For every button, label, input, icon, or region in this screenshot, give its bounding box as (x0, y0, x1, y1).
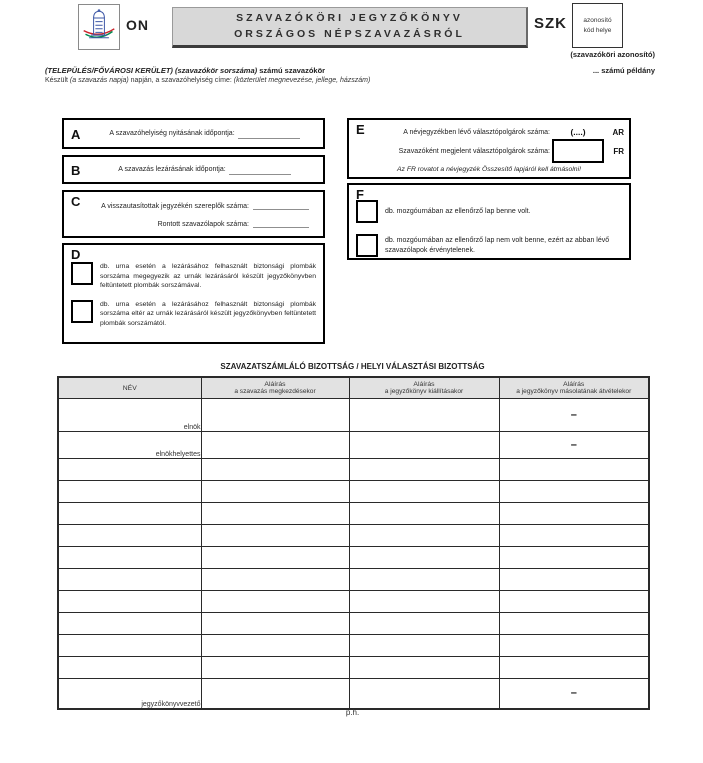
section-b-letter: B (71, 163, 81, 178)
committee-table-body (58, 399, 649, 709)
member-role-label (58, 613, 201, 635)
header-signature-issue-column: Aláírás a jegyzőkönyv kiállításakor (349, 377, 499, 399)
section-f-letter: F (356, 187, 364, 202)
section-c-box (62, 190, 325, 238)
section-c-letter: C (71, 194, 81, 209)
section-e-letter: E (356, 122, 365, 137)
no-signature-dash: – (499, 432, 649, 459)
election-office-logo (78, 4, 120, 50)
signature-cell[interactable] (349, 569, 499, 591)
parliament-emblem-icon (81, 7, 117, 47)
committee-row (58, 613, 649, 635)
committee-row (58, 481, 649, 503)
address-placeholder: (közterület megnevezése, jellege, házszám) (233, 77, 371, 84)
section-b-box (62, 155, 325, 184)
spoiled-ballots-field[interactable] (253, 218, 309, 228)
committee-row (58, 432, 649, 459)
section-e-box (347, 118, 631, 179)
signature-cell[interactable] (499, 547, 649, 569)
fr-copy-note: Az FR rovatot a névjegyzék Összesítő lapjáról kell átmásolni! (397, 166, 581, 173)
committee-row (58, 569, 649, 591)
signature-cell[interactable] (201, 569, 349, 591)
identifier-code-box[interactable] (572, 3, 623, 48)
place-of-seal-label: p.h. (345, 708, 360, 717)
closing-time-label: A szavazás lezárásának időpontja: (118, 166, 226, 173)
committee-signature-table (57, 376, 650, 710)
seals-match-text: db. urna esetén a lezárásához felhasznált biztonsági plombák sorszáma megegyezik az urnák lezárásáról készült jegyzőkönyvben feltüntetett plombák sorszámával. (100, 263, 316, 290)
member-role-label: elnök (58, 399, 201, 432)
committee-row (58, 459, 649, 481)
signature-cell[interactable] (349, 481, 499, 503)
member-role-label (58, 591, 201, 613)
spoiled-ballots-label: Rontott szavazólapok száma: (157, 221, 249, 228)
made-on-mid: napján, a szavazóhelyiség címe: (130, 77, 232, 84)
header-signature-start-column: Aláírás a szavazás megkezdésekor (201, 377, 349, 399)
signature-cell[interactable] (499, 481, 649, 503)
committee-row (58, 591, 649, 613)
member-role-label (58, 525, 201, 547)
committee-row (58, 657, 649, 679)
member-role-label (58, 503, 201, 525)
seals-differ-checkbox[interactable] (71, 300, 93, 323)
committee-table-title: SZAVAZATSZÁMLÁLÓ BIZOTTSÁG / HELYI VÁLASZTÁSI BIZOTTSÁG (220, 362, 485, 371)
member-role-label (58, 481, 201, 503)
signature-cell[interactable] (499, 635, 649, 657)
section-a-box (62, 118, 325, 149)
signature-cell[interactable] (201, 547, 349, 569)
fr-code-label: FR (613, 146, 624, 156)
signature-cell[interactable] (499, 503, 649, 525)
section-f-box (347, 183, 631, 260)
committee-row (58, 525, 649, 547)
signature-cell[interactable] (201, 503, 349, 525)
signature-cell[interactable] (349, 679, 499, 709)
committee-row (58, 547, 649, 569)
signature-cell[interactable] (201, 635, 349, 657)
control-sheet-present-checkbox[interactable] (356, 200, 378, 223)
signature-cell[interactable] (349, 657, 499, 679)
committee-row (58, 635, 649, 657)
form-title-line1: SZAVAZÓKÖRI JEGYZŐKÖNYV (236, 12, 463, 25)
form-title-box (172, 7, 528, 48)
form-code-on: ON (126, 17, 149, 33)
header-name-column: NÉV (58, 377, 201, 399)
id-box-text-line1: azonosító (583, 17, 612, 25)
control-sheet-missing-text: db. mozgóurnában az ellenőrző lap nem volt benne, ezért az abban lévő szavazólapok érvénytelenek. (385, 236, 610, 254)
form-code-szk: SZK (534, 15, 567, 32)
signature-cell[interactable] (349, 635, 499, 657)
copy-number-label: ... számú példány (592, 66, 655, 75)
section-d-box (62, 243, 325, 344)
control-sheet-present-text: db. mozgóurnában az ellenőrző lap benne volt. (385, 207, 531, 215)
committee-row (58, 399, 649, 432)
section-a-letter: A (71, 127, 81, 142)
opening-time-label: A szavazóhelyiség nyitásának időpontja: (109, 130, 235, 137)
signature-cell[interactable] (349, 459, 499, 481)
signature-cell[interactable] (349, 525, 499, 547)
member-role-label (58, 459, 201, 481)
seals-differ-text: db. urna esetén a lezárásához felhasznált biztonsági plombák sorszáma eltér az urnák lezárásáról készült jegyzőkönyvben feltüntetett plombák sorszámától. (100, 300, 316, 327)
form-title-line2: ORSZÁGOS NÉPSZAVAZÁSRÓL (234, 27, 465, 40)
signature-cell[interactable] (349, 613, 499, 635)
refused-list-count-label: A visszautasítottak jegyzékén szereplők száma: (101, 203, 249, 210)
no-signature-dash: – (499, 679, 649, 709)
section-d-letter: D (71, 247, 81, 262)
signature-cell[interactable] (201, 432, 349, 459)
seals-match-checkbox[interactable] (71, 262, 93, 285)
signature-cell[interactable] (499, 591, 649, 613)
voting-date-placeholder: (a szavazás napja) (69, 77, 129, 84)
header-signature-copy-column: Aláírás a jegyzőkönyv másolatának átvételekor (499, 377, 649, 399)
signature-cell[interactable] (499, 613, 649, 635)
signature-cell[interactable] (201, 613, 349, 635)
identifier-caption: (szavazóköri azonosító) (570, 50, 655, 59)
member-role-label: elnökhelyettes (58, 432, 201, 459)
member-role-label: jegyzőkönyvvezető (58, 679, 201, 709)
district-number-placeholder: (szavazókör sorszáma) (175, 66, 258, 75)
signature-cell[interactable] (201, 657, 349, 679)
closing-time-field[interactable] (229, 165, 291, 175)
signature-cell[interactable] (499, 657, 649, 679)
refused-list-count-field[interactable] (253, 200, 309, 210)
committee-row (58, 503, 649, 525)
opening-time-field[interactable] (238, 129, 300, 139)
district-line-rest: számú szavazókör (259, 66, 326, 75)
signature-cell[interactable] (349, 591, 499, 613)
signature-cell[interactable] (499, 569, 649, 591)
member-role-label (58, 569, 201, 591)
member-role-label (58, 547, 201, 569)
committee-row (58, 679, 649, 709)
signature-cell[interactable] (201, 399, 349, 432)
made-on-start: Készült (45, 77, 68, 84)
signature-cell[interactable] (499, 525, 649, 547)
ar-code-label: AR (612, 127, 624, 137)
signature-cell[interactable] (201, 459, 349, 481)
member-role-label (58, 657, 201, 679)
signature-cell[interactable] (349, 399, 499, 432)
no-signature-dash: – (499, 399, 649, 432)
territory-placeholder: (TELEPÜLÉS/FŐVÁROSI KERÜLET) (45, 66, 173, 75)
signature-cell[interactable] (349, 432, 499, 459)
signature-cell[interactable] (201, 525, 349, 547)
made-on-line (45, 77, 370, 84)
fr-value-box[interactable] (552, 139, 604, 163)
registered-voters-value: (....) (570, 127, 586, 137)
signature-cell[interactable] (201, 481, 349, 503)
registered-voters-label: A névjegyzékben lévő választópolgárok száma: (403, 128, 550, 136)
signature-cell[interactable] (201, 591, 349, 613)
signature-cell[interactable] (349, 503, 499, 525)
signature-cell[interactable] (499, 459, 649, 481)
appeared-voters-label: Szavazóként megjelent választópolgárok száma: (398, 147, 550, 155)
signature-cell[interactable] (349, 547, 499, 569)
id-box-text-line2: kód helye (583, 26, 612, 34)
polling-district-line (45, 66, 325, 75)
table-header-row (58, 377, 649, 399)
signature-cell[interactable] (201, 679, 349, 709)
member-role-label (58, 635, 201, 657)
control-sheet-missing-checkbox[interactable] (356, 234, 378, 257)
